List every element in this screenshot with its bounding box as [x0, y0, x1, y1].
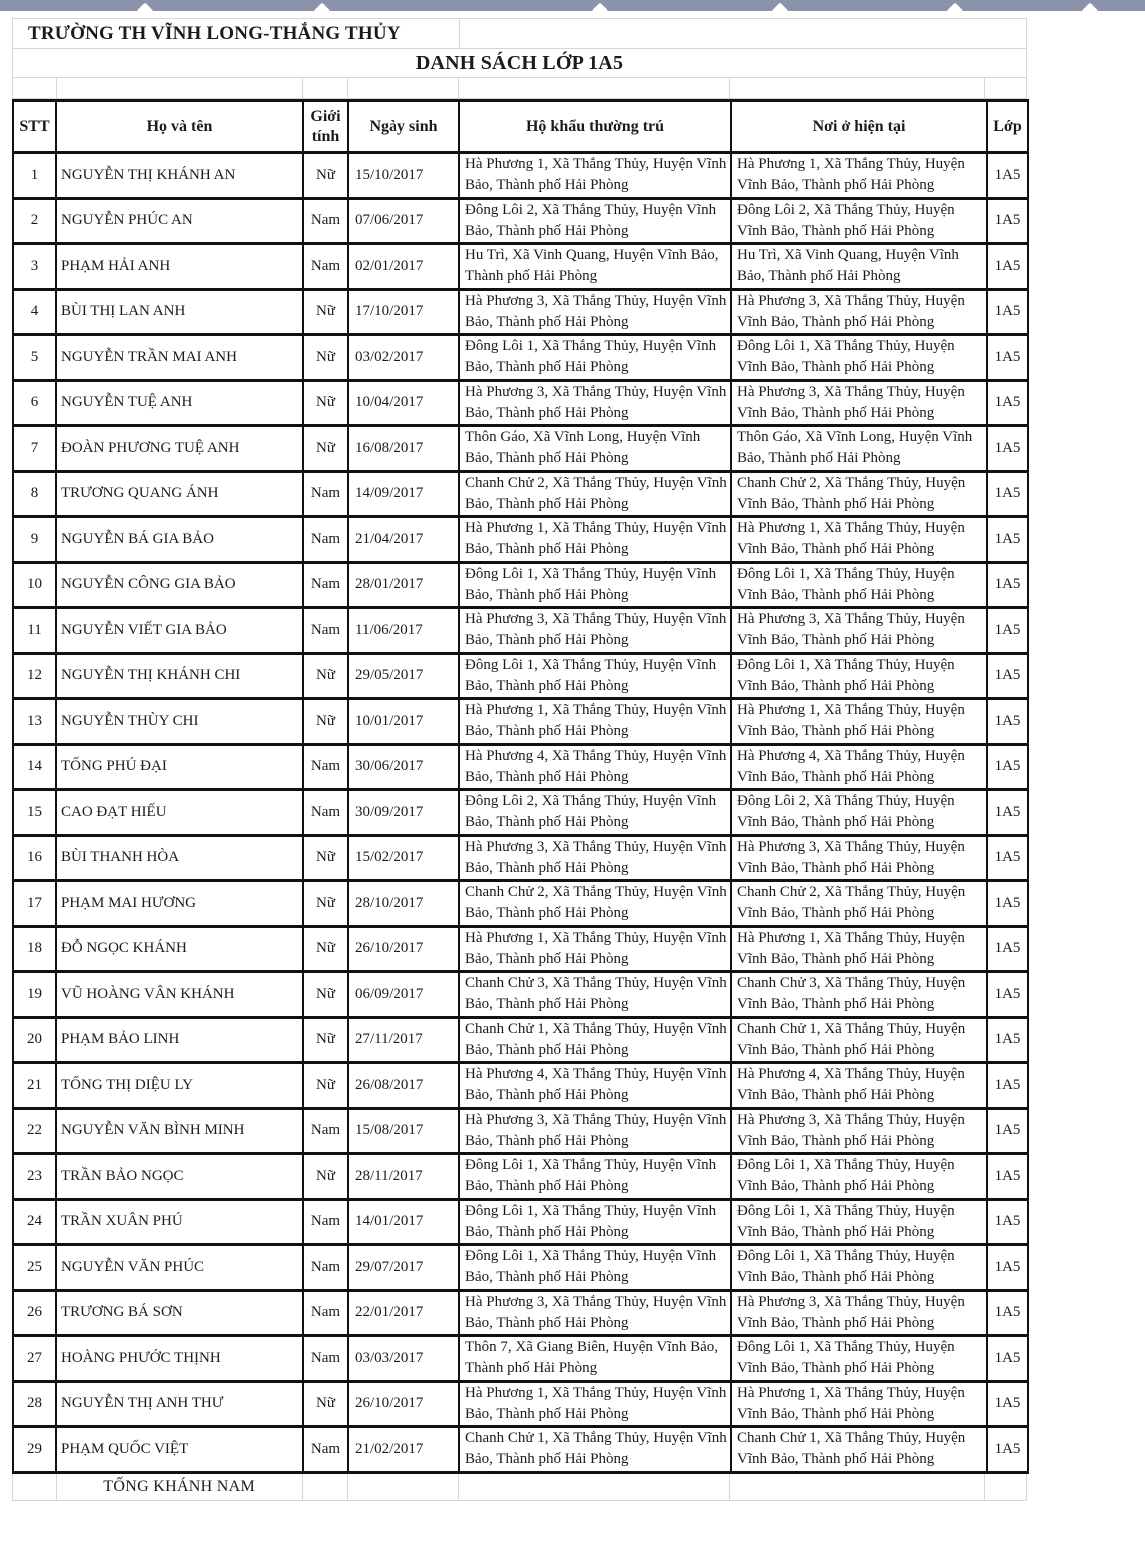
- cell-name: TRƯƠNG QUANG ÁNH: [56, 471, 303, 517]
- cell-gender: Nam: [303, 1245, 348, 1291]
- table-row: [13, 471, 1028, 517]
- cell-addr-current: Hà Phương 1, Xã Thắng Thủy, Huyện Vĩnh Bảo, Thành phố Hải Phòng: [731, 926, 987, 972]
- cell-stt: 3: [13, 244, 56, 290]
- cell-class-label: 1A5: [987, 153, 1028, 199]
- cell-class-label: 1A5: [987, 335, 1028, 381]
- cell-stt: 28: [13, 1381, 56, 1427]
- cell-addr-current: Chanh Chử 3, Xã Thắng Thủy, Huyện Vĩnh Bảo, Thành phố Hải Phòng: [731, 972, 987, 1018]
- cell-name: NGUYỄN VĂN BÌNH MINH: [56, 1108, 303, 1154]
- cell-gender: Nam: [303, 1199, 348, 1245]
- cell-addr-current: Hà Phương 3, Xã Thắng Thủy, Huyện Vĩnh Bảo, Thành phố Hải Phòng: [731, 380, 987, 426]
- cell-name: PHẠM BẢO LINH: [56, 1017, 303, 1063]
- cell-addr-permanent: Hà Phương 3, Xã Thắng Thủy, Huyện Vĩnh Bảo, Thành phố Hải Phòng: [459, 1290, 731, 1336]
- school-name-cell: [13, 19, 460, 48]
- cell-addr-permanent: Đông Lôi 1, Xã Thắng Thủy, Huyện Vĩnh Bảo, Thành phố Hải Phòng: [459, 335, 731, 381]
- school-name-row: [12, 18, 1027, 49]
- cell-stt: 22: [13, 1108, 56, 1154]
- cell-gender: Nam: [303, 517, 348, 563]
- cell-addr-current: Chanh Chử 1, Xã Thắng Thủy, Huyện Vĩnh Bảo, Thành phố Hải Phòng: [731, 1427, 987, 1473]
- footer-cell: [459, 1474, 730, 1500]
- cell-stt: 15: [13, 790, 56, 836]
- cell-addr-permanent: Chanh Chử 2, Xã Thắng Thủy, Huyện Vĩnh Bảo, Thành phố Hải Phòng: [459, 881, 731, 927]
- cell-gender: Nam: [303, 198, 348, 244]
- cell-stt: 5: [13, 335, 56, 381]
- footer-row: [12, 1474, 1027, 1501]
- cell-dob: 10/01/2017: [348, 699, 459, 745]
- cell-addr-current: Hà Phương 3, Xã Thắng Thủy, Huyện Vĩnh Bảo, Thành phố Hải Phòng: [731, 608, 987, 654]
- cell-name: NGUYỄN TUỆ ANH: [56, 380, 303, 426]
- cell-stt: 11: [13, 608, 56, 654]
- table-row: [13, 608, 1028, 654]
- cell-stt: 29: [13, 1427, 56, 1473]
- header-dob: Ngày sinh: [348, 101, 459, 153]
- class-list-document: [12, 18, 1027, 1501]
- cell-dob: 15/08/2017: [348, 1108, 459, 1154]
- cell-class-label: 1A5: [987, 1381, 1028, 1427]
- cell-stt: 8: [13, 471, 56, 517]
- cell-stt: 23: [13, 1154, 56, 1200]
- cell-dob: 30/09/2017: [348, 790, 459, 836]
- cell-class-label: 1A5: [987, 198, 1028, 244]
- cell-addr-permanent: Chanh Chử 1, Xã Thắng Thủy, Huyện Vĩnh Bảo, Thành phố Hải Phòng: [459, 1017, 731, 1063]
- cell-addr-permanent: Hà Phương 3, Xã Thắng Thủy, Huyện Vĩnh Bảo, Thành phố Hải Phòng: [459, 608, 731, 654]
- cell-gender: Nam: [303, 562, 348, 608]
- table-row: [13, 517, 1028, 563]
- spacer-cell: [730, 78, 985, 98]
- cell-name: NGUYỄN PHÚC AN: [56, 198, 303, 244]
- cell-addr-permanent: Đông Lôi 1, Xã Thắng Thủy, Huyện Vĩnh Bảo, Thành phố Hải Phòng: [459, 562, 731, 608]
- cell-dob: 17/10/2017: [348, 289, 459, 335]
- cell-class-label: 1A5: [987, 744, 1028, 790]
- students-table: [12, 99, 1029, 1474]
- cell-stt: 21: [13, 1063, 56, 1109]
- table-row: [13, 881, 1028, 927]
- spacer-row: [12, 78, 1027, 99]
- table-row: [13, 1108, 1028, 1154]
- cell-stt: 10: [13, 562, 56, 608]
- cell-addr-current: Đông Lôi 2, Xã Thắng Thủy, Huyện Vĩnh Bảo, Thành phố Hải Phòng: [731, 790, 987, 836]
- cell-dob: 30/06/2017: [348, 744, 459, 790]
- browser-tabs-strip[interactable]: [0, 0, 1145, 11]
- school-name: TRƯỜNG TH VĨNH LONG-THẮNG THỦY: [28, 22, 401, 44]
- cell-class-label: 1A5: [987, 517, 1028, 563]
- table-row: [13, 244, 1028, 290]
- tab-gap: [314, 3, 331, 20]
- table-row: [13, 1381, 1028, 1427]
- cell-class-label: 1A5: [987, 1017, 1028, 1063]
- cell-gender: Nữ: [303, 835, 348, 881]
- spacer-cell: [348, 78, 459, 98]
- cell-class-label: 1A5: [987, 1336, 1028, 1382]
- cell-gender: Nữ: [303, 699, 348, 745]
- cell-name: HOÀNG PHƯỚC THỊNH: [56, 1336, 303, 1382]
- cell-addr-current: Đông Lôi 1, Xã Thắng Thủy, Huyện Vĩnh Bảo, Thành phố Hải Phòng: [731, 1336, 987, 1382]
- table-row: [13, 926, 1028, 972]
- cell-stt: 19: [13, 972, 56, 1018]
- cell-addr-permanent: Hà Phương 4, Xã Thắng Thủy, Huyện Vĩnh Bảo, Thành phố Hải Phòng: [459, 1063, 731, 1109]
- table-row: [13, 699, 1028, 745]
- cell-addr-permanent: Chanh Chử 1, Xã Thắng Thủy, Huyện Vĩnh Bảo, Thành phố Hải Phòng: [459, 1427, 731, 1473]
- cell-name: TRẦN BẢO NGỌC: [56, 1154, 303, 1200]
- table-row: [13, 1427, 1028, 1473]
- footer-cell: [303, 1474, 349, 1500]
- footer-cell: [730, 1474, 985, 1500]
- cell-name: NGUYỄN THỊ KHÁNH AN: [56, 153, 303, 199]
- cell-addr-permanent: Chanh Chử 2, Xã Thắng Thủy, Huyện Vĩnh Bảo, Thành phố Hải Phòng: [459, 471, 731, 517]
- cell-addr-current: Hà Phương 4, Xã Thắng Thủy, Huyện Vĩnh Bảo, Thành phố Hải Phòng: [731, 1063, 987, 1109]
- table-row: [13, 426, 1028, 472]
- cell-addr-permanent: Hà Phương 1, Xã Thắng Thủy, Huyện Vĩnh Bảo, Thành phố Hải Phòng: [459, 517, 731, 563]
- cell-addr-permanent: Đông Lôi 1, Xã Thắng Thủy, Huyện Vĩnh Bảo, Thành phố Hải Phòng: [459, 1245, 731, 1291]
- tab-gap: [592, 3, 609, 20]
- table-row: [13, 1290, 1028, 1336]
- cell-addr-permanent: Đông Lôi 1, Xã Thắng Thủy, Huyện Vĩnh Bảo, Thành phố Hải Phòng: [459, 1199, 731, 1245]
- cell-stt: 26: [13, 1290, 56, 1336]
- cell-dob: 29/07/2017: [348, 1245, 459, 1291]
- cell-class-label: 1A5: [987, 1063, 1028, 1109]
- list-title-row: [12, 49, 1027, 78]
- cell-addr-permanent: Hà Phương 3, Xã Thắng Thủy, Huyện Vĩnh Bảo, Thành phố Hải Phòng: [459, 835, 731, 881]
- cell-dob: 15/02/2017: [348, 835, 459, 881]
- table-row: [13, 562, 1028, 608]
- cell-gender: Nữ: [303, 1381, 348, 1427]
- cell-addr-current: Hà Phương 3, Xã Thắng Thủy, Huyện Vĩnh Bảo, Thành phố Hải Phòng: [731, 835, 987, 881]
- cell-addr-current: Đông Lôi 1, Xã Thắng Thủy, Huyện Vĩnh Bảo, Thành phố Hải Phòng: [731, 1245, 987, 1291]
- cell-dob: 03/03/2017: [348, 1336, 459, 1382]
- cell-stt: 9: [13, 517, 56, 563]
- footer-cell: [57, 1474, 303, 1500]
- cell-addr-permanent: Thôn 7, Xã Giang Biên, Huyện Vĩnh Bảo, Thành phố Hải Phòng: [459, 1336, 731, 1382]
- cell-gender: Nam: [303, 1108, 348, 1154]
- cell-stt: 6: [13, 380, 56, 426]
- cell-class-label: 1A5: [987, 926, 1028, 972]
- cell-class-label: 1A5: [987, 881, 1028, 927]
- cell-class-label: 1A5: [987, 471, 1028, 517]
- table-row: [13, 1336, 1028, 1382]
- spacer-cell: [985, 78, 1026, 98]
- cell-stt: 4: [13, 289, 56, 335]
- cell-addr-current: Đông Lôi 1, Xã Thắng Thủy, Huyện Vĩnh Bảo, Thành phố Hải Phòng: [731, 335, 987, 381]
- cell-name: NGUYỄN VĂN PHÚC: [56, 1245, 303, 1291]
- cell-gender: Nam: [303, 1290, 348, 1336]
- cell-gender: Nữ: [303, 1154, 348, 1200]
- cell-stt: 17: [13, 881, 56, 927]
- cell-class-label: 1A5: [987, 790, 1028, 836]
- header-class: Lớp: [987, 101, 1028, 153]
- cell-addr-current: Hu Trì, Xã Vinh Quang, Huyện Vĩnh Bảo, Thành phố Hải Phòng: [731, 244, 987, 290]
- cell-addr-current: Hà Phương 1, Xã Thắng Thủy, Huyện Vĩnh Bảo, Thành phố Hải Phòng: [731, 153, 987, 199]
- cell-name: ĐỖ NGỌC KHÁNH: [56, 926, 303, 972]
- cell-dob: 28/11/2017: [348, 1154, 459, 1200]
- cell-gender: Nam: [303, 471, 348, 517]
- spacer-cell: [57, 78, 303, 98]
- cell-addr-permanent: Đông Lôi 2, Xã Thắng Thủy, Huyện Vĩnh Bảo, Thành phố Hải Phòng: [459, 198, 731, 244]
- cell-addr-current: Chanh Chử 1, Xã Thắng Thủy, Huyện Vĩnh Bảo, Thành phố Hải Phòng: [731, 1017, 987, 1063]
- cell-dob: 03/02/2017: [348, 335, 459, 381]
- cell-stt: 2: [13, 198, 56, 244]
- header-gender: Giới tính: [303, 101, 348, 153]
- cell-name: CAO ĐẠT HIẾU: [56, 790, 303, 836]
- cell-gender: Nữ: [303, 426, 348, 472]
- cell-name: TRƯƠNG BÁ SƠN: [56, 1290, 303, 1336]
- table-row: [13, 653, 1028, 699]
- cell-stt: 24: [13, 1199, 56, 1245]
- cell-gender: Nam: [303, 244, 348, 290]
- table-row: [13, 1154, 1028, 1200]
- page-title: DANH SÁCH LỚP 1A5: [415, 51, 624, 74]
- cell-addr-current: Hà Phương 3, Xã Thắng Thủy, Huyện Vĩnh Bảo, Thành phố Hải Phòng: [731, 1108, 987, 1154]
- cell-dob: 11/06/2017: [348, 608, 459, 654]
- cell-addr-current: Đông Lôi 1, Xã Thắng Thủy, Huyện Vĩnh Bảo, Thành phố Hải Phòng: [731, 1154, 987, 1200]
- empty-cell: [460, 19, 1026, 48]
- cell-name: NGUYỄN THÙY CHI: [56, 699, 303, 745]
- footer-cell: [348, 1474, 459, 1500]
- cell-dob: 02/01/2017: [348, 244, 459, 290]
- cell-addr-current: Hà Phương 1, Xã Thắng Thủy, Huyện Vĩnh Bảo, Thành phố Hải Phòng: [731, 517, 987, 563]
- cell-dob: 10/04/2017: [348, 380, 459, 426]
- cell-class-label: 1A5: [987, 1199, 1028, 1245]
- cell-name: NGUYỄN BÁ GIA BẢO: [56, 517, 303, 563]
- cell-name: VŨ HOÀNG VÂN KHÁNH: [56, 972, 303, 1018]
- cell-class-label: 1A5: [987, 653, 1028, 699]
- cell-class-label: 1A5: [987, 380, 1028, 426]
- table-row: [13, 972, 1028, 1018]
- cell-addr-permanent: Hà Phương 1, Xã Thắng Thủy, Huyện Vĩnh Bảo, Thành phố Hải Phòng: [459, 699, 731, 745]
- cell-gender: Nữ: [303, 881, 348, 927]
- cell-addr-current: Đông Lôi 1, Xã Thắng Thủy, Huyện Vĩnh Bảo, Thành phố Hải Phòng: [731, 562, 987, 608]
- cell-dob: 26/08/2017: [348, 1063, 459, 1109]
- cell-name: TRẦN XUÂN PHÚ: [56, 1199, 303, 1245]
- cell-class-label: 1A5: [987, 1290, 1028, 1336]
- cell-dob: 28/01/2017: [348, 562, 459, 608]
- cell-stt: 18: [13, 926, 56, 972]
- cell-name: ĐOÀN PHƯƠNG TUỆ ANH: [56, 426, 303, 472]
- cell-class-label: 1A5: [987, 972, 1028, 1018]
- tab-gap: [1082, 3, 1099, 20]
- cell-dob: 14/09/2017: [348, 471, 459, 517]
- cell-name: NGUYỄN VIẾT GIA BẢO: [56, 608, 303, 654]
- table-row: [13, 790, 1028, 836]
- cell-addr-current: Hà Phương 1, Xã Thắng Thủy, Huyện Vĩnh Bảo, Thành phố Hải Phòng: [731, 699, 987, 745]
- cell-name: BÙI THANH HÒA: [56, 835, 303, 881]
- cell-dob: 28/10/2017: [348, 881, 459, 927]
- cell-gender: Nam: [303, 1427, 348, 1473]
- cell-addr-permanent: Hà Phương 1, Xã Thắng Thủy, Huyện Vĩnh Bảo, Thành phố Hải Phòng: [459, 926, 731, 972]
- cell-gender: Nữ: [303, 289, 348, 335]
- cell-addr-current: Chanh Chử 2, Xã Thắng Thủy, Huyện Vĩnh Bảo, Thành phố Hải Phòng: [731, 881, 987, 927]
- cell-stt: 12: [13, 653, 56, 699]
- cell-dob: 26/10/2017: [348, 1381, 459, 1427]
- cell-gender: Nữ: [303, 335, 348, 381]
- cell-class-label: 1A5: [987, 1108, 1028, 1154]
- table-row: [13, 1245, 1028, 1291]
- cell-stt: 16: [13, 835, 56, 881]
- spacer-cell: [13, 78, 57, 98]
- footer-cell: [12, 1474, 57, 1500]
- cell-name: PHẠM QUỐC VIỆT: [56, 1427, 303, 1473]
- cell-name: NGUYỄN CÔNG GIA BẢO: [56, 562, 303, 608]
- cell-class-label: 1A5: [987, 835, 1028, 881]
- cell-name: PHẠM HẢI ANH: [56, 244, 303, 290]
- table-row: [13, 380, 1028, 426]
- cell-class-label: 1A5: [987, 289, 1028, 335]
- cell-addr-permanent: Đông Lôi 1, Xã Thắng Thủy, Huyện Vĩnh Bảo, Thành phố Hải Phòng: [459, 1154, 731, 1200]
- cell-dob: 21/02/2017: [348, 1427, 459, 1473]
- cell-name: NGUYỄN TRẦN MAI ANH: [56, 335, 303, 381]
- header-name: Họ và tên: [56, 101, 303, 153]
- cell-name: TỐNG THỊ DIỆU LY: [56, 1063, 303, 1109]
- cell-addr-current: Đông Lôi 1, Xã Thắng Thủy, Huyện Vĩnh Bảo, Thành phố Hải Phòng: [731, 1199, 987, 1245]
- cell-stt: 1: [13, 153, 56, 199]
- header-stt: STT: [13, 101, 56, 153]
- footer-note: TỐNG KHÁNH NAM: [103, 1477, 256, 1495]
- cell-addr-current: Hà Phương 4, Xã Thắng Thủy, Huyện Vĩnh Bảo, Thành phố Hải Phòng: [731, 744, 987, 790]
- header-addr-current: Nơi ở hiện tại: [731, 101, 987, 153]
- cell-dob: 29/05/2017: [348, 653, 459, 699]
- cell-gender: Nữ: [303, 653, 348, 699]
- cell-stt: 20: [13, 1017, 56, 1063]
- spacer-cell: [459, 78, 730, 98]
- cell-gender: Nam: [303, 1336, 348, 1382]
- cell-stt: 13: [13, 699, 56, 745]
- cell-gender: Nữ: [303, 1063, 348, 1109]
- cell-name: NGUYỄN THỊ ANH THƯ: [56, 1381, 303, 1427]
- cell-gender: Nữ: [303, 153, 348, 199]
- cell-dob: 26/10/2017: [348, 926, 459, 972]
- cell-addr-current: Đông Lôi 2, Xã Thắng Thủy, Huyện Vĩnh Bảo, Thành phố Hải Phòng: [731, 198, 987, 244]
- cell-dob: 21/04/2017: [348, 517, 459, 563]
- cell-addr-permanent: Thôn Gáo, Xã Vĩnh Long, Huyện Vĩnh Bảo, Thành phố Hải Phòng: [459, 426, 731, 472]
- cell-class-label: 1A5: [987, 426, 1028, 472]
- cell-addr-current: Hà Phương 3, Xã Thắng Thủy, Huyện Vĩnh Bảo, Thành phố Hải Phòng: [731, 1290, 987, 1336]
- cell-addr-permanent: Hà Phương 3, Xã Thắng Thủy, Huyện Vĩnh Bảo, Thành phố Hải Phòng: [459, 380, 731, 426]
- cell-addr-permanent: Hà Phương 3, Xã Thắng Thủy, Huyện Vĩnh Bảo, Thành phố Hải Phòng: [459, 1108, 731, 1154]
- cell-gender: Nữ: [303, 1017, 348, 1063]
- cell-name: TỐNG PHÚ ĐẠI: [56, 744, 303, 790]
- tab-gap: [772, 3, 789, 20]
- cell-stt: 25: [13, 1245, 56, 1291]
- cell-dob: 22/01/2017: [348, 1290, 459, 1336]
- cell-gender: Nữ: [303, 926, 348, 972]
- table-row: [13, 289, 1028, 335]
- cell-class-label: 1A5: [987, 608, 1028, 654]
- cell-addr-current: Hà Phương 3, Xã Thắng Thủy, Huyện Vĩnh Bảo, Thành phố Hải Phòng: [731, 289, 987, 335]
- footer-cell: [985, 1474, 1027, 1500]
- table-row: [13, 1199, 1028, 1245]
- cell-addr-current: Hà Phương 1, Xã Thắng Thủy, Huyện Vĩnh Bảo, Thành phố Hải Phòng: [731, 1381, 987, 1427]
- cell-gender: Nam: [303, 744, 348, 790]
- cell-stt: 14: [13, 744, 56, 790]
- cell-dob: 07/06/2017: [348, 198, 459, 244]
- table-row: [13, 744, 1028, 790]
- cell-class-label: 1A5: [987, 1154, 1028, 1200]
- cell-dob: 06/09/2017: [348, 972, 459, 1018]
- table-row: [13, 835, 1028, 881]
- table-row: [13, 335, 1028, 381]
- spacer-cell: [303, 78, 349, 98]
- table-row: [13, 1017, 1028, 1063]
- cell-addr-permanent: Hà Phương 1, Xã Thắng Thủy, Huyện Vĩnh Bảo, Thành phố Hải Phòng: [459, 153, 731, 199]
- cell-class-label: 1A5: [987, 1245, 1028, 1291]
- cell-addr-permanent: Đông Lôi 2, Xã Thắng Thủy, Huyện Vĩnh Bảo, Thành phố Hải Phòng: [459, 790, 731, 836]
- tab-gap: [947, 3, 964, 20]
- cell-gender: Nam: [303, 608, 348, 654]
- cell-dob: 14/01/2017: [348, 1199, 459, 1245]
- cell-addr-current: Chanh Chử 2, Xã Thắng Thủy, Huyện Vĩnh Bảo, Thành phố Hải Phòng: [731, 471, 987, 517]
- cell-name: NGUYỄN THỊ KHÁNH CHI: [56, 653, 303, 699]
- cell-name: BÙI THỊ LAN ANH: [56, 289, 303, 335]
- cell-addr-current: Đông Lôi 1, Xã Thắng Thủy, Huyện Vĩnh Bảo, Thành phố Hải Phòng: [731, 653, 987, 699]
- cell-name: PHẠM MAI HƯƠNG: [56, 881, 303, 927]
- cell-class-label: 1A5: [987, 562, 1028, 608]
- cell-addr-permanent: Chanh Chử 3, Xã Thắng Thủy, Huyện Vĩnh Bảo, Thành phố Hải Phòng: [459, 972, 731, 1018]
- cell-dob: 16/08/2017: [348, 426, 459, 472]
- cell-stt: 27: [13, 1336, 56, 1382]
- cell-gender: Nam: [303, 790, 348, 836]
- table-row: [13, 1063, 1028, 1109]
- cell-addr-permanent: Hà Phương 1, Xã Thắng Thủy, Huyện Vĩnh Bảo, Thành phố Hải Phòng: [459, 1381, 731, 1427]
- table-row: [13, 153, 1028, 199]
- cell-addr-permanent: Đông Lôi 1, Xã Thắng Thủy, Huyện Vĩnh Bảo, Thành phố Hải Phòng: [459, 653, 731, 699]
- table-row: [13, 198, 1028, 244]
- cell-addr-permanent: Hà Phương 3, Xã Thắng Thủy, Huyện Vĩnh Bảo, Thành phố Hải Phòng: [459, 289, 731, 335]
- tab-gap: [137, 3, 154, 20]
- cell-gender: Nữ: [303, 380, 348, 426]
- header-addr-permanent: Hộ khẩu thường trú: [459, 101, 731, 153]
- cell-addr-current: Thôn Gáo, Xã Vĩnh Long, Huyện Vĩnh Bảo, Thành phố Hải Phòng: [731, 426, 987, 472]
- cell-addr-permanent: Hu Trì, Xã Vinh Quang, Huyện Vĩnh Bảo, Thành phố Hải Phòng: [459, 244, 731, 290]
- header-row: [13, 101, 1028, 153]
- cell-class-label: 1A5: [987, 1427, 1028, 1473]
- cell-class-label: 1A5: [987, 244, 1028, 290]
- cell-addr-permanent: Hà Phương 4, Xã Thắng Thủy, Huyện Vĩnh Bảo, Thành phố Hải Phòng: [459, 744, 731, 790]
- cell-gender: Nữ: [303, 972, 348, 1018]
- cell-dob: 15/10/2017: [348, 153, 459, 199]
- cell-dob: 27/11/2017: [348, 1017, 459, 1063]
- cell-stt: 7: [13, 426, 56, 472]
- cell-class-label: 1A5: [987, 699, 1028, 745]
